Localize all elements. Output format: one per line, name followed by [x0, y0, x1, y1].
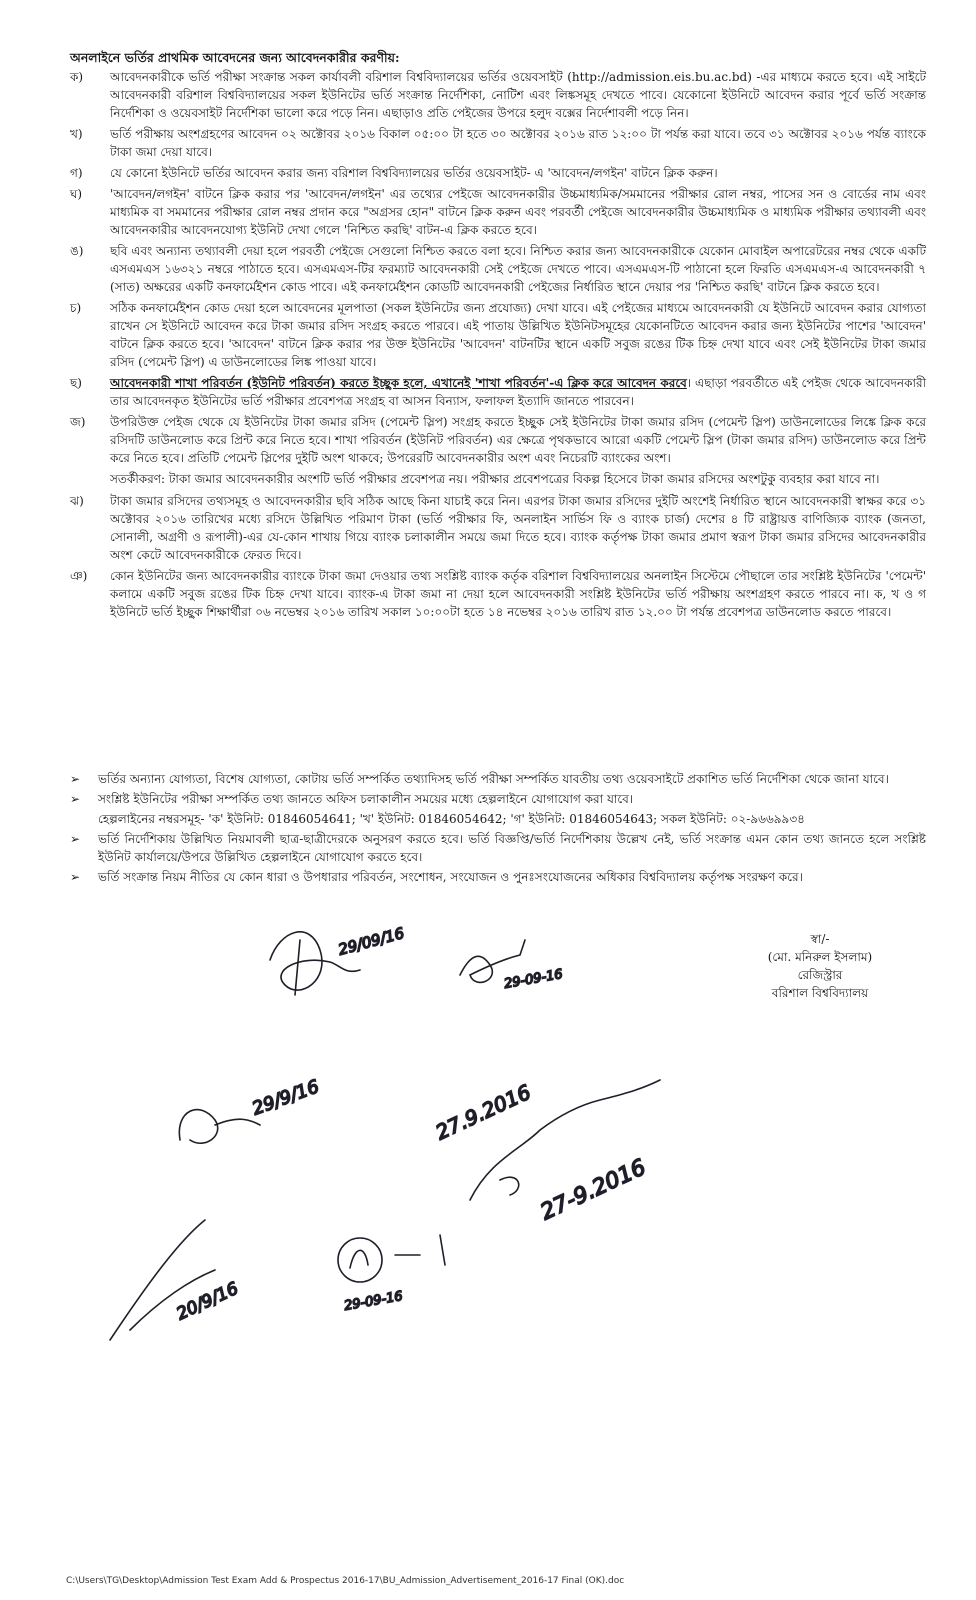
note-item: [70, 790, 926, 808]
item-text: কোন ইউনিটের জন্য আবেদনকারীর ব্যাংকে টাকা জমা দেওয়ার তথ্য সংশ্লিষ্ট ব্যাংক কর্তৃক বরিশাল বিশ্ববিদ্যালয়ের অনলাইন সিস্টেমে পৌছালে তার সংশ্লিষ্ট ইউনিটের 'পেমেন্ট' কলামে একটি সবুজ রঙের টিক চিহ্ন দেখা যাবে। ব্যাংক-এ টাকা জমা না দেয়া হলে আবেদনকারী সংশ্লিষ্ট ইউনিটের ভর্তি পরীক্ষায় অংশগ্রহণ করতে পারবে না। ক, খ ও গ ইউনিটে ভর্তি ইচ্ছুক শিক্ষার্থীরা ০৬ নভেম্বর ২০১৬ তারিখ সকাল ১০:০০টা হতে ১৪ নভেম্বর ২০১৬ তারিখ রাত ১২.০০ টা পর্যন্ত প্রবেশপত্র ডাউনলোড করতে পারবে।: [110, 569, 926, 619]
item-text: আবেদনকারীকে ভর্তি পরীক্ষা সংক্রান্ত সকল কার্যাবলী বরিশাল বিশ্ববিদ্যালয়ের ভর্তির ওয়েবসাইট (http://admission.eis.bu.ac.bd) -এর মাধ্যমে করতে হবে। এই সাইটে আবেদনকারী বরিশাল বিশ্ববিদ্যালয়ের সকল ইউনিটের ভর্তি সংক্রান্ত নির্দেশিকা, নোটিশ এবং লিঙ্কসমূহ দেখতে পাবে। যেকোনো ইউনিটে আবেদন করার পূর্বে ভর্তি সংক্রান্ত নির্দেশিকা ও ওয়েবসাইট নির্দেশিকা ভালো করে পড়ে নিন। এছাড়াও প্রতি পেইজের উপরে হলুদ বক্সের নির্দেশাবলী পড়ে নিন।: [110, 70, 926, 120]
list-item: [70, 374, 926, 410]
arrow-bullet-icon: ➢: [70, 792, 81, 806]
item-text: যে কোনো ইউনিটে ভর্তির আবেদন করার জন্য বরিশাল বিশ্ববিদ্যালয়ের ভর্তির ওয়েবসাইট- এ 'আবেদন/লগইন' বাটনে ক্লিক করুন।: [110, 166, 718, 180]
handwritten-date: 29-09-16: [503, 966, 564, 992]
sign-mark: স্বা/-: [810, 932, 830, 946]
item-marker: ঞ): [70, 569, 88, 583]
note-item: [70, 868, 926, 886]
list-item: [70, 567, 926, 621]
handwritten-date: 29/9/16: [249, 1076, 322, 1120]
item-marker: ঝ): [70, 494, 84, 508]
item-marker: ক): [70, 70, 84, 84]
instruction-list: [70, 68, 926, 624]
list-item: [70, 185, 926, 239]
warning-note: সতর্কীকরণ: টাকা জমার আবেদনকারীর অংশটি ভর্তি পরীক্ষার প্রবেশপত্র নয়। পরীক্ষার প্রবেশপত্রের বিকল্প হিসেবে টাকা জমার রসিদের অংশটুকু ব্যবহার করা যাবে না।: [110, 472, 880, 486]
arrow-bullet-icon: ➢: [70, 870, 81, 884]
handwritten-date: 27-9.2016: [536, 1155, 650, 1226]
handwritten-date: 20/9/16: [173, 1278, 242, 1325]
page-heading: অনলাইনে ভর্তির প্রাথমিক আবেদনের জন্য আবেদনকারীর করণীয়:: [70, 50, 400, 65]
file-path-footer: C:\Users\TG\Desktop\Admission Test Exam Add & Prospectus 2016-17\BU_Admission_Advertisement_2016-17 Final (OK).doc: [66, 1576, 625, 1586]
arrow-bullet-icon: ➢: [70, 832, 81, 846]
list-item: [70, 242, 926, 296]
list-item: [70, 68, 926, 122]
item-marker: খ): [70, 127, 83, 141]
note-item: [70, 830, 926, 866]
arrow-bullet-icon: ➢: [70, 772, 81, 786]
branch-change-note: আবেদনকারী শাখা পরিবর্তন (ইউনিট পরিবর্তন) করতে ইচ্ছুক হলে, এখানেই 'শাখা পরিবর্তন'-এ ক্লিক করে আবেদন করবে: [110, 376, 687, 390]
item-text: উপরিউক্ত পেইজ থেকে যে ইউনিটের টাকা জমার রসিদ (পেমেন্ট স্লিপ) সংগ্রহ করতে ইচ্ছুক সেই ইউনিটের টাকা জমার রসিদ (পেমেন্ট স্লিপ) ডাউনলোডের লিঙ্কে ক্লিক করে রসিদটি ডাউনলোড করে প্রিন্ট করে নিতে হবে। শাখা পরিবর্তন (ইউনিট পরিবর্তন) এর ক্ষেত্রে পৃথকভাবে আরো একটি পেমেন্ট স্লিপ (টাকা জমার রসিদ) ডাউনলোড করে প্রিন্ট করে নিতে হবে। প্রতিটি পেমেন্ট স্লিপের দুইটি অংশ থাকবে; উপরেরটি আবেদনকারীর অংশ এবং নিচেরটি ব্যাংকের অংশ।: [110, 415, 926, 465]
handwritten-date: 29/09/16: [336, 924, 407, 959]
note-text: সংশ্লিষ্ট ইউনিটের পরীক্ষা সম্পর্কিত তথ্য জানতে অফিস চলাকালীন সময়ের মধ্যে হেল্পলাইনে যোগাযোগ করা যাবে।: [98, 792, 634, 806]
list-item: [70, 164, 926, 182]
item-text: সঠিক কনফার্মেইশন কোড দেয়া হলে আবেদনের মূলপাতা (সকল ইউনিটের জন্য প্রযোজ্য) দেখা যাবে। এই পেইজের মাধ্যমে আবেদনকারী যে ইউনিটে আবেদন করার যোগ্যতা রাখেন সে ইউনিটে আবেদন করে টাকা জমার রসিদ সংগ্রহ করতে পারবে। এই পাতায় উল্লিখিত ইউনিটসমূহের যেকোনটিতে আবেদন করার জন্য ইউনিটের পাশের 'আবেদন' বাটনে ক্লিক করতে হবে। 'আবেদন' বাটনে ক্লিক করার পর উক্ত ইউনিটের 'আবেদন' বাটনটির স্থানে একটি সবুজ রঙের টিক চিহ্ন দেখা যাবে এবং সেই ইউনিটের টাকা জমার রসিদ (পেমেন্ট স্লিপ) এ ডাউনলোডের লিঙ্ক পাওয়া যাবে।: [110, 301, 926, 369]
notes-list: [70, 770, 926, 888]
item-text: 'আবেদন/লগইন' বাটনে ক্লিক করার পর 'আবেদন/লগইন' এর তথ্যের পেইজে আবেদনকারীর উচ্চমাধ্যমিক/সমমানের পরীক্ষার রোল নম্বর, পাসের সন ও বোর্ডের নাম এবং মাধ্যমিক বা সমমানের পরীক্ষার রোল নম্বর প্রদান করে "অগ্রসর হোন" বাটনে ক্লিক করুন এবং পরবর্তী পেইজে আবেদনকারীর উচ্চমাধ্যমিক ও মাধ্যমিক পরীক্ষার তথ্যাবলী এবং আবেদনকারীর আবেদনযোগ্য ইউনিট দেখা গেলে 'নিশ্চিত করছি' বাটন-এ ক্লিক করতে হবে।: [110, 187, 926, 237]
signature-6: [338, 1235, 445, 1282]
item-text-rest: । এছাড়া পরবর্তীতে এই পেইজ থেকে আবেদনকারী তার আবেদনকৃত ইউনিটের ভর্তি পরীক্ষার প্রবেশপত্র সংগ্রহ বা আসন বিন্যাস, ফলাফল ইত্যাদি জানতে পারবেন।: [110, 376, 927, 408]
item-marker: গ): [70, 166, 83, 180]
list-item: [70, 125, 926, 161]
item-marker: চ): [70, 301, 82, 315]
university-name: বরিশাল বিশ্ববিদ্যালয়: [771, 986, 869, 1000]
note-text: ভর্তির অন্যান্য যোগ্যতা, বিশেষ যোগ্যতা, কোটায় ভর্তি সম্পর্কিত তথ্যাদিসহ ভর্তি পরীক্ষা সম্পর্কিত যাবতীয় তথ্য ওয়েবসাইটে প্রকাশিত ভর্তি নির্দেশিকা থেকে জানা যাবে।: [98, 772, 889, 786]
handwritten-date: 29-09-16: [343, 1288, 404, 1314]
item-text: ভর্তি পরীক্ষায় অংশগ্রহণের আবেদন ০২ অক্টোবর ২০১৬ বিকাল ০৫:০০ টা হতে ৩০ অক্টোবর ২০১৬ রাত ১২:০০ টা পর্যন্ত করা যাবে। তবে ৩১ অক্টোবর ২০১৬ পর্যন্ত ব্যাংকে টাকা জমা দেয়া যাবে।: [110, 127, 926, 159]
item-marker: ছ): [70, 376, 82, 390]
signature-5: [110, 1220, 215, 1340]
handwritten-date: 27.9.2016: [431, 1079, 535, 1145]
note-text: ভর্তি সংক্রান্ত নিয়ম নীতির যে কোন ধারা ও উপধারার পরিবর্তন, সংশোধন, সংযোজন ও পুনঃসংযোজনের অধিকার বিশ্ববিদ্যালয় কর্তৃপক্ষ সংরক্ষণ করে।: [98, 870, 803, 884]
handwritten-signatures: [0, 900, 976, 1520]
note-text: ভর্তি নির্দেশিকায় উল্লিখিত নিয়মাবলী ছাত্র-ছাত্রীদেরকে অনুসরণ করতে হবে। ভর্তি বিজ্ঞপ্তি/ভর্তি নির্দেশিকায় উল্লেখ নেই, ভর্তি সংক্রান্ত এমন কোন তথ্য জানতে হলে সংশ্লিষ্ট ইউনিট কার্যালয়ে/উপরে উল্লিখিত হেল্পলাইনে যোগাযোগ করতে হবে।: [98, 832, 926, 864]
signature-3: [179, 1110, 260, 1144]
item-marker: ঙ): [70, 244, 84, 258]
note-item: [70, 770, 926, 788]
list-item: [70, 299, 926, 371]
list-item: [70, 492, 926, 564]
registrar-title: রেজিস্ট্রার: [797, 968, 843, 982]
list-item: [70, 413, 926, 467]
item-text: [110, 374, 926, 410]
helpline-numbers: হেল্পলাইনের নম্বরসমূহ- 'ক' ইউনিট: 01846054641; 'খ' ইউনিট: 01846054642; 'গ' ইউনিট: 01846054643; সকল ইউনিট: ০২-৯৬৬৯৯৩৪: [98, 812, 805, 826]
item-marker: জ): [70, 415, 86, 429]
registrar-name: (মো. মনিরুল ইসলাম): [767, 950, 873, 964]
item-text: ছবি এবং অন্যান্য তথ্যাবলী দেয়া হলে পরবর্তী পেইজে সেগুলো নিশ্চিত করতে বলা হবে। নিশ্চিত করার জন্য আবেদনকারীকে যেকোন মোবাইল অপারেটরের নম্বর থেকে একটি এসএমএস ১৬৩২১ নম্বরে পাঠাতে হবে। এসএমএস-টির ফরম্যাট আবেদনকারী সেই পেইজে দেখতে পাবে। এসএমএস-টি পাঠানো হলে ফিরতি এসএমএস-এ আবেদনকারী ৭ (সাত) অক্ষরের একটি কনফার্মেইশন কোড পাবে। এই কনফার্মেইশন কোডটি আবেদনকারী পেইজের নির্ধারিত স্থানে দেয়ার পর 'নিশ্চিত করছি' বাটনে ক্লিক করতে হবে।: [110, 244, 926, 294]
item-marker: ঘ): [70, 187, 83, 201]
item-text: টাকা জমার রসিদের তথ্যসমূহ ও আবেদনকারীর ছবি সঠিক আছে কিনা যাচাই করে নিন। এরপর টাকা জমার রসিদের দুইটি অংশেই নির্ধারিত স্থানে আবেদনকারী স্বাক্ষর করে ৩১ অক্টোবর ২০১৬ তারিখের মধ্যে রসিদে উল্লিখিত পরিমাণ টাকা (ভর্তি পরীক্ষার ফি, অনলাইন সার্ভিস ফি ও ব্যাংক চার্জ) দেশের ৪ টি রাষ্ট্রায়ত্ত বাণিজ্যিক ব্যাংক (জনতা, সোনালী, অগ্রণী ও রূপালী)-এর যে-কোন শাখায় গিয়ে ব্যাংক চলাকালীন সময়ে জমা দিতে হবে। ব্যাংক কর্তৃপক্ষ টাকা জমার প্রমাণ স্বরূপ টাকা জমার রসিদের আবেদনকারীর অংশ কেটে আবেদনকারীকে ফেরত দিবে।: [110, 494, 926, 562]
